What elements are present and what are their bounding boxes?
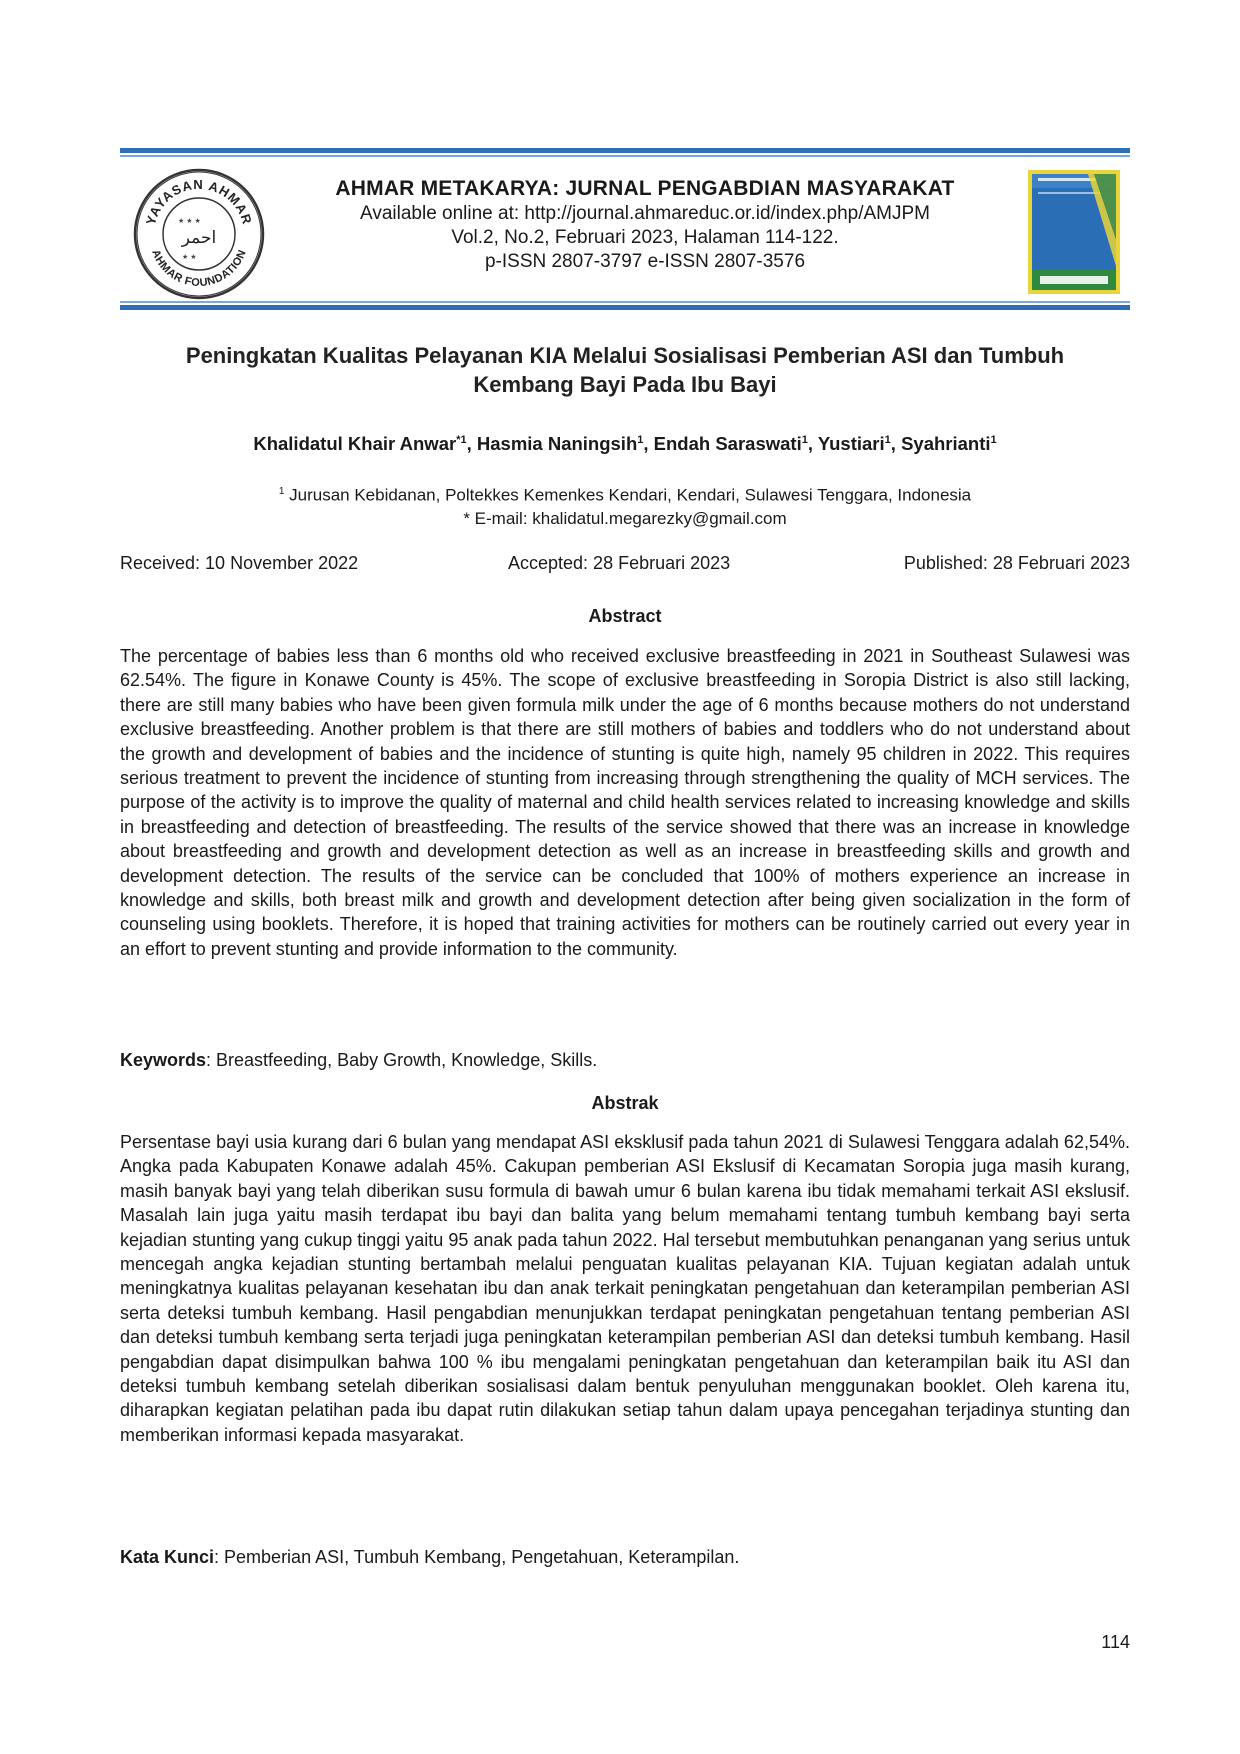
author-affiliation-mark: 1 (990, 434, 997, 446)
affiliation (120, 480, 1130, 507)
journal-header (270, 176, 1020, 274)
header-bottom-rule-thin (120, 301, 1130, 303)
kata-kunci-label: Kata Kunci (120, 1547, 215, 1567)
author-name: Khalidatul Khair Anwar (253, 433, 457, 455)
abstract-english-text: The percentage of babies less than 6 months old who received exclusive breastfeeding in 2021 in Southeast Sulawesi was 62.54%. The figure in Konawe County is 45%. The scope of exclusive breastfeeding in Soropia District is also still lacking, there are still many babies who have been given formula milk under the age of 6 months because mothers do not understand exclusive breastfeeding. Another problem is that there are still mothers of babies and toddlers who do not understand about the growth and development of babies and the incidence of stunting is quite high, namely 95 children in 2022. This requires serious treatment to prevent the incidence of stunting from increasing through strengthening the quality of MCH services. The purpose of the activity is to improve the quality of maternal and child health services related to increasing knowledge and skills in breastfeeding and detection of breastfeeding. The results of the service showed that there was an increase in knowledge about breastfeeding and growth and development detection as well as an increase in breastfeeding skills and growth and development detection. The results of the service can be concluded that 100% of mothers experience an increase in knowledge and skills, both breast milk and growth and development detection after being given socialization in the form of counseling using booklets. Therefore, it is hoped that training activities for mothers can be routinely carried out every year in an effort to prevent stunting and provide information to the community. (120, 646, 1130, 959)
affiliation-block (120, 480, 1130, 530)
paper-title-line-2: Kembang Bayi Pada Ibu Bayi (473, 372, 777, 397)
journal-cover-image (1028, 170, 1120, 294)
keywords-label: Keywords (120, 1050, 207, 1070)
header-top-rule-thin (120, 155, 1130, 157)
keywords-text: : Breastfeeding, Baby Growth, Knowledge, Skills. (206, 1050, 598, 1070)
svg-text:YAYASAN AHMAR: YAYASAN AHMAR (143, 176, 256, 227)
journal-volume: Vol.2, No.2, Februari 2023, Halaman 114-122. (451, 227, 839, 248)
author-affiliation-mark: *1 (456, 434, 467, 446)
abstract-heading: Abstract (588, 606, 662, 626)
svg-text:AHMAR FOUNDATION: AHMAR FOUNDATION (149, 248, 249, 290)
header-top-rule (120, 148, 1130, 153)
author-name: Endah Saraswati (653, 433, 802, 455)
received-date: Received: 10 November 2022 (120, 553, 359, 573)
publication-dates (120, 553, 1130, 577)
author-list: Khalidatul Khair Anwar$^{*1}$, Hasmia Naningsih$^1$, Endah Saraswati$^1$, Yustiari$^1$, Syahrianti$^1$ (253, 433, 997, 455)
journal-issn: p-ISSN 2807-3797 e-ISSN 2807-3576 (484, 251, 806, 272)
corresponding-email: * E-mail: khalidatul.megarezky@gmail.com (463, 508, 787, 528)
abstract-indonesian-text: Persentase bayi usia kurang dari 6 bulan yang mendapat ASI eksklusif pada tahun 2021 di Sulawesi Tenggara adalah 62,54%. Angka pada Kabupaten Konawe adalah 45%. Cakupan pemberian ASI Ekslusif di Kecamatan Soropia juga masih kurang, masih banyak bayi yang telah diberikan susu formula di bawah umur 6 bulan karena ibu tidak memahami terkait ASI ekslusif. Masalah lain juga yaitu masih terdapat ibu bayi dan balita yang belum memahami tentang tumbuh kembang bayi serta kejadian stunting yang cukup tinggi yaitu 95 anak pada tahun 2022. Hal tersebut membutuhkan penanganan yang serius untuk mencegah angka kejadian stunting bertambah melalui penguatan kualitas pelayanan KIA. Tujuan kegiatan adalah untuk meningkatnya kualitas pelayanan kesehatan ibu dan anak terkait peningkatan pengetahuan dan keterampilan pemberian ASI serta deteksi tumbuh kembang. Hasil pengabdian menunjukkan terdapat peningkatan pengetahuan tentang pemberian ASI dan deteksi tumbuh kembang serta terjadi juga peningkatan keterampilan pemberian ASI dan deteksi tumbuh kembang. Hasil pengabdian dapat disimpulkan bahwa 100 % ibu mengalami peningkatan pengetahuan dan keterampilan baik itu ASI dan deteksi tumbuh kembang setelah diberikan sosialisasi dalam bentuk penyuluhan menggunakan booklet. Oleh karena itu, diharapkan kegiatan pelatihan pada ibu dapat rutin dilakukan setiap tahun dalam upaya pencegahan terjadinya stunting dan memberikan informasi kepada masyarakat. (120, 1132, 1130, 1445)
svg-text:احمر: احمر (181, 228, 217, 248)
author-name: Syahrianti (901, 433, 991, 455)
kata-kunci (120, 1545, 1130, 1569)
svg-text:★ ★: ★ ★ (182, 254, 197, 261)
author-name: Hasmia Naningsih (476, 433, 638, 455)
paper-title (120, 341, 1130, 399)
author-affiliation-mark: 1 (801, 434, 808, 446)
published-date: Published: 28 Februari 2023 (903, 553, 1130, 573)
author-affiliation-mark: 1 (637, 434, 644, 446)
page-number: 114 (1101, 1632, 1130, 1652)
kata-kunci-text: : Pemberian ASI, Tumbuh Kembang, Pengetahuan, Keterampilan. (214, 1547, 740, 1567)
author-affiliation-mark: 1 (884, 434, 891, 446)
affiliation-text: Jurusan Kebidanan, Poltekkes Kemenkes Kendari, Kendari, Sulawesi Tenggara, Indonesia (284, 485, 972, 505)
paper-title-line-1: Peningkatan Kualitas Pelayanan KIA Melalui Sosialisasi Pemberian ASI dan Tumbuh (185, 343, 1065, 368)
paper-page (120, 0, 1130, 1754)
journal-title: AHMAR METAKARYA: JURNAL PENGABDIAN MASYARAKAT (335, 177, 955, 200)
author-name: Yustiari (817, 433, 885, 455)
accepted-date: Accepted: 28 Februari 2023 (508, 553, 731, 573)
keywords (120, 1048, 1130, 1072)
journal-url: Available online at: http://journal.ahmareduc.or.id/index.php/AMJPM (360, 203, 930, 224)
foundation-logo (132, 167, 266, 301)
abstrak-heading: Abstrak (591, 1093, 659, 1113)
svg-text:★ ★ ★: ★ ★ ★ (178, 218, 201, 225)
header-bottom-rule (120, 305, 1130, 310)
affiliation-mark: 1 (278, 486, 285, 497)
